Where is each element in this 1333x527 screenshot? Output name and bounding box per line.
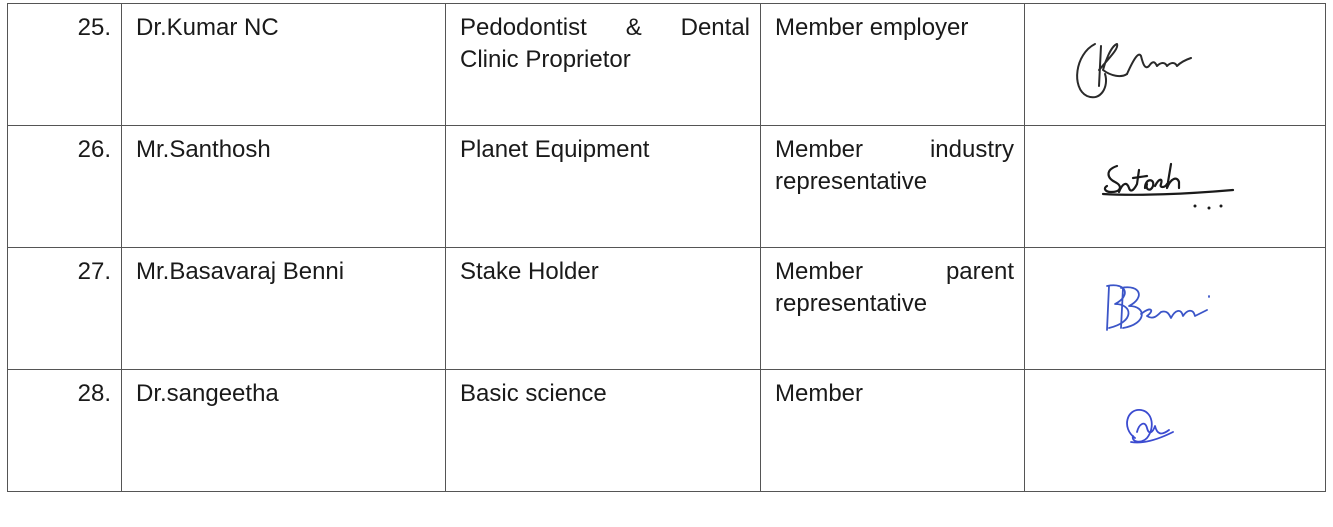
- row-number: 28.: [8, 370, 122, 492]
- table-row: [8, 126, 1326, 248]
- row-number: 27.: [8, 248, 122, 370]
- member-organization: Pedodontist & Dental Clinic Proprietor: [446, 4, 761, 126]
- signature-cell: [1025, 4, 1326, 126]
- signature-cell: [1025, 126, 1326, 248]
- signature-cell: [1025, 248, 1326, 370]
- member-role: Member employer: [761, 4, 1025, 126]
- row-number: 25.: [8, 4, 122, 126]
- members-table: [7, 3, 1326, 492]
- member-name: Mr.Santhosh: [122, 126, 446, 248]
- member-name: Mr.Basavaraj Benni: [122, 248, 446, 370]
- member-name: Dr.Kumar NC: [122, 4, 446, 126]
- signature-kumar: [1065, 26, 1215, 106]
- member-role: Member parent representative: [761, 248, 1025, 370]
- signature-cell: [1025, 370, 1326, 492]
- member-role: Member industry representative: [761, 126, 1025, 248]
- row-number: 26.: [8, 126, 122, 248]
- member-organization: Stake Holder: [446, 248, 761, 370]
- member-organization: Basic science: [446, 370, 761, 492]
- table-row: [8, 248, 1326, 370]
- member-role: Member: [761, 370, 1025, 492]
- member-organization: Planet Equipment: [446, 126, 761, 248]
- member-name: Dr.sangeetha: [122, 370, 446, 492]
- table-row: [8, 4, 1326, 126]
- signature-santhosh: [1097, 148, 1247, 228]
- signature-sangeetha: [1117, 398, 1197, 458]
- signature-benni: [1097, 266, 1247, 346]
- table-row: [8, 370, 1326, 492]
